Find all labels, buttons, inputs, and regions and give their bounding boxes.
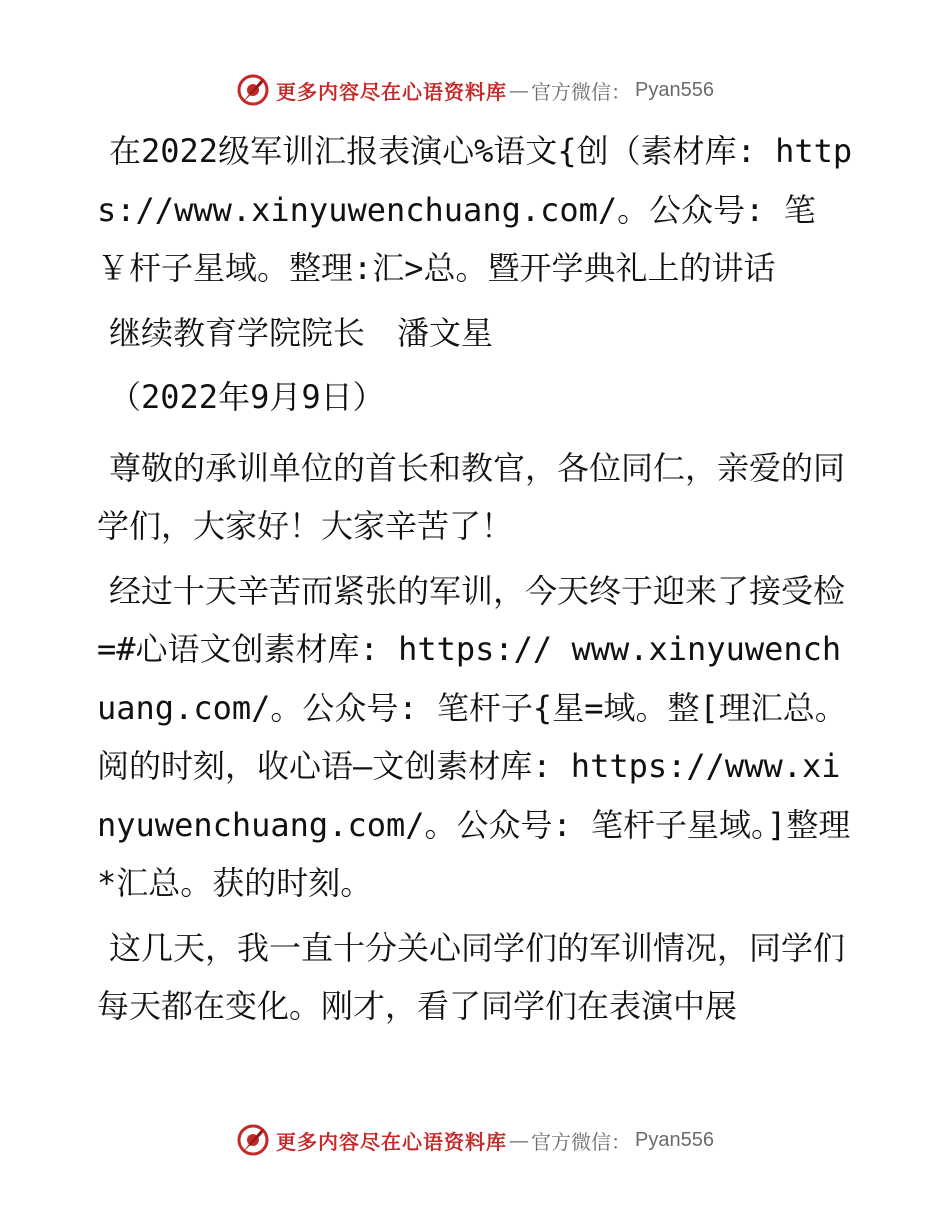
- quill-seal-icon: [236, 73, 270, 107]
- watermark-text: 更多内容尽在心语资料库: [276, 79, 508, 104]
- quill-seal-icon: [236, 1123, 270, 1157]
- watermark-subtitle: 官方微信：: [531, 79, 632, 104]
- paragraph-date: （2022年9月9日）: [109, 378, 385, 416]
- document-body: [97, 122, 857, 1036]
- watermark-subtitle: 官方微信：: [531, 1129, 632, 1154]
- paragraph-body-1: 经过十天辛苦而紧张的军训，今天终于迎来了接受检=#心语文创素材库: https:// www.xinyuwenchuang.com/。公众号: 笔杆子{星=域。整[理汇总。阅的时刻，收心语—文创素材库: https://www.xinyuwenchuang.com/。公众号: 笔杆子星域。]整理*汇总。获的时刻。: [97, 571, 851, 902]
- watermark-banner-bottom: [0, 1120, 950, 1160]
- watermark-separator: —: [509, 78, 530, 102]
- paragraph-title: 在2022级军训汇报表演心%语文{创（素材库: https://www.xinyuwenchuang.com/。公众号: 笔￥杆子星域。整理:汇>总。暨开学典礼上的讲话: [97, 132, 853, 287]
- paragraph-greeting: 尊敬的承训单位的首长和教官，各位同仁，亲爱的同学们，大家好！大家辛苦了！: [97, 448, 846, 545]
- watermark-banner-top: [0, 70, 950, 110]
- watermark-wechat-id: Pyan556: [635, 1128, 714, 1151]
- paragraph-author: 继续教育学院院长 潘文星: [109, 313, 494, 352]
- watermark-wechat-id: Pyan556: [635, 78, 714, 101]
- paragraph-body-2: 这几天，我一直十分关心同学们的军训情况，同学们每天都在变化。刚才，看了同学们在表演中展: [97, 928, 846, 1025]
- watermark-text: 更多内容尽在心语资料库: [276, 1129, 508, 1154]
- watermark-separator: —: [509, 1128, 530, 1152]
